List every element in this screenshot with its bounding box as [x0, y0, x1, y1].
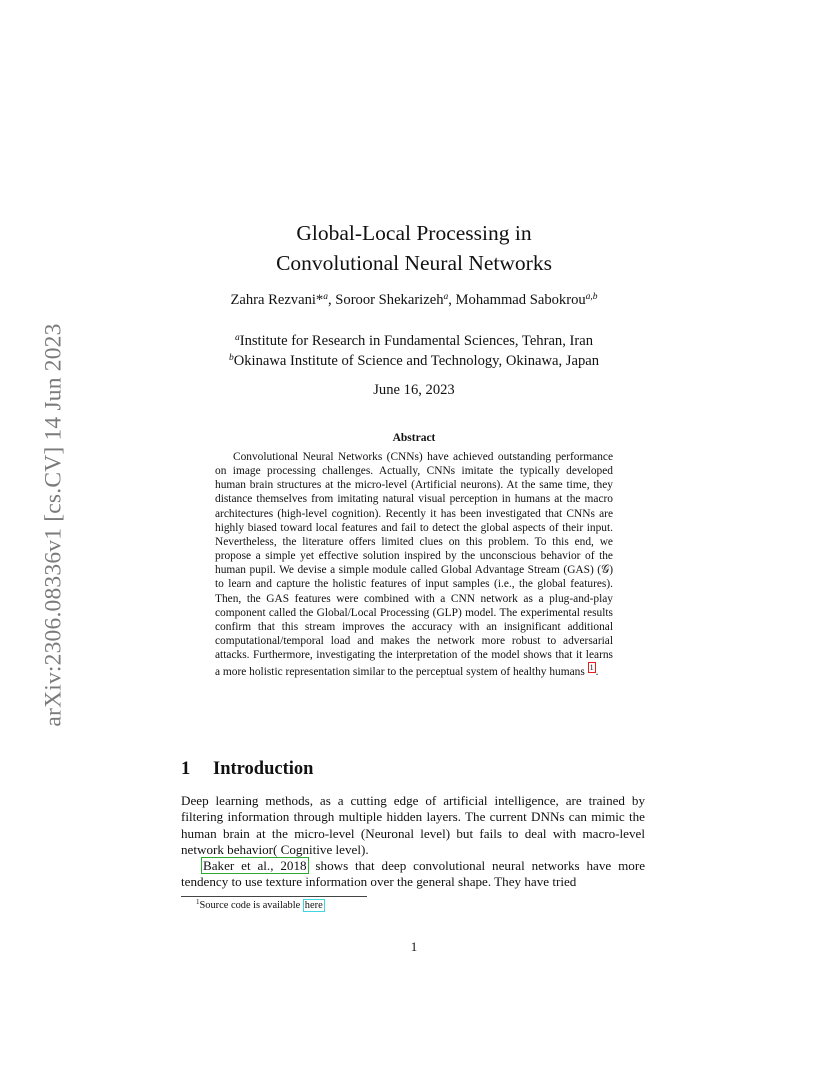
footnote-reference-link[interactable]: 1: [589, 663, 594, 673]
affiliation-item: [0, 331, 828, 351]
abstract-heading: Abstract: [392, 432, 436, 444]
affiliation-text: Okinawa Institute of Science and Technology, Okinawa, Japan: [233, 353, 600, 369]
paragraph: [181, 858, 645, 891]
section-number: 1: [181, 759, 191, 779]
author-list: [0, 292, 828, 309]
introduction-body: [181, 793, 645, 891]
author-name: Soroor Shekarizeh: [335, 292, 444, 308]
author-name: Mohammad Sabokrou: [455, 292, 586, 308]
section-title: Introduction: [213, 759, 314, 779]
author-separator: ,: [448, 292, 456, 308]
affiliation-mark: a: [234, 333, 240, 343]
citation-link[interactable]: Baker et al., 2018: [203, 858, 307, 874]
section-heading: [181, 759, 313, 780]
footnote: [196, 900, 325, 911]
source-code-link[interactable]: here: [304, 900, 323, 911]
affiliation-list: [0, 331, 828, 371]
paragraph-text: shows that deep convolutional neural networks have more tendency to use texture information over the general shape. They have tried: [181, 858, 646, 890]
affiliation-mark: b: [228, 353, 234, 363]
author-affiliation-mark: a: [323, 292, 328, 302]
author-separator: ,: [327, 292, 336, 308]
affiliation-item: [0, 351, 828, 371]
footnote-mark: 1: [196, 898, 200, 906]
page-number: 1: [410, 939, 418, 954]
arxiv-identifier-stamp: arXiv:2306.08336v1 [cs.CV] 14 Jun 2023: [40, 323, 67, 727]
abstract-body-text: Convolutional Neural Networks (CNNs) have achieved outstanding performance on image processing challenges. Actually, CNNs imitate the typically developed human brain structures at the micro-level (Artificial neurons). At the same time, they distance themselves from imitating natural visual perception in humans at the macro architectures (high-level cognition). Recently it has been investigated that CNNs are highly biased toward local features and fail to detect the global aspects of their input. Nevertheless, the literature offers limited clues on this problem. To this end, we propose a simple yet effective solution inspired by the unconscious behavior of the human pupil. We devise a simple module called Global Advantage Stream (GAS) (𝒢) to learn and capture the holistic features of input samples (i.e., the global features). Then, the GAS features were combined with a CNN network as a plug-and-play component called the Global/Local Processing (GLP) model. The experimental results confirm that this stream improves the accuracy with an insignificant additional computational/temporal load and makes the network more robust to adversarial attacks. Furthermore, investigating the interpretation of the model shows that it learns a more holistic representation similar to the perceptual system of healthy humans: [215, 451, 613, 679]
abstract-end-punctuation: .: [595, 666, 599, 679]
author-name: Zahra Rezvani*: [230, 292, 324, 308]
footnote-text: Source code is available: [199, 900, 303, 911]
paragraph: Deep learning methods, as a cutting edge of artificial intelligence, are trained by filtering information through multiple hidden layers. The current DNNs can mimic the human brain at the micro-level (Neuronal level) but fails to deal with macro-level network behavior( Cognitive level).: [181, 793, 645, 857]
author-affiliation-mark: a,b: [585, 292, 598, 302]
abstract-text: [215, 450, 613, 680]
footnote-separator: [181, 896, 367, 897]
title-line-2: Convolutional Neural Networks: [276, 251, 552, 275]
paper-title: [0, 218, 828, 278]
publication-date: June 16, 2023: [373, 382, 455, 398]
affiliation-text: Institute for Research in Fundamental Sciences, Tehran, Iran: [239, 333, 594, 349]
title-line-1: Global-Local Processing in: [296, 221, 532, 245]
author-affiliation-mark: a: [443, 292, 449, 302]
